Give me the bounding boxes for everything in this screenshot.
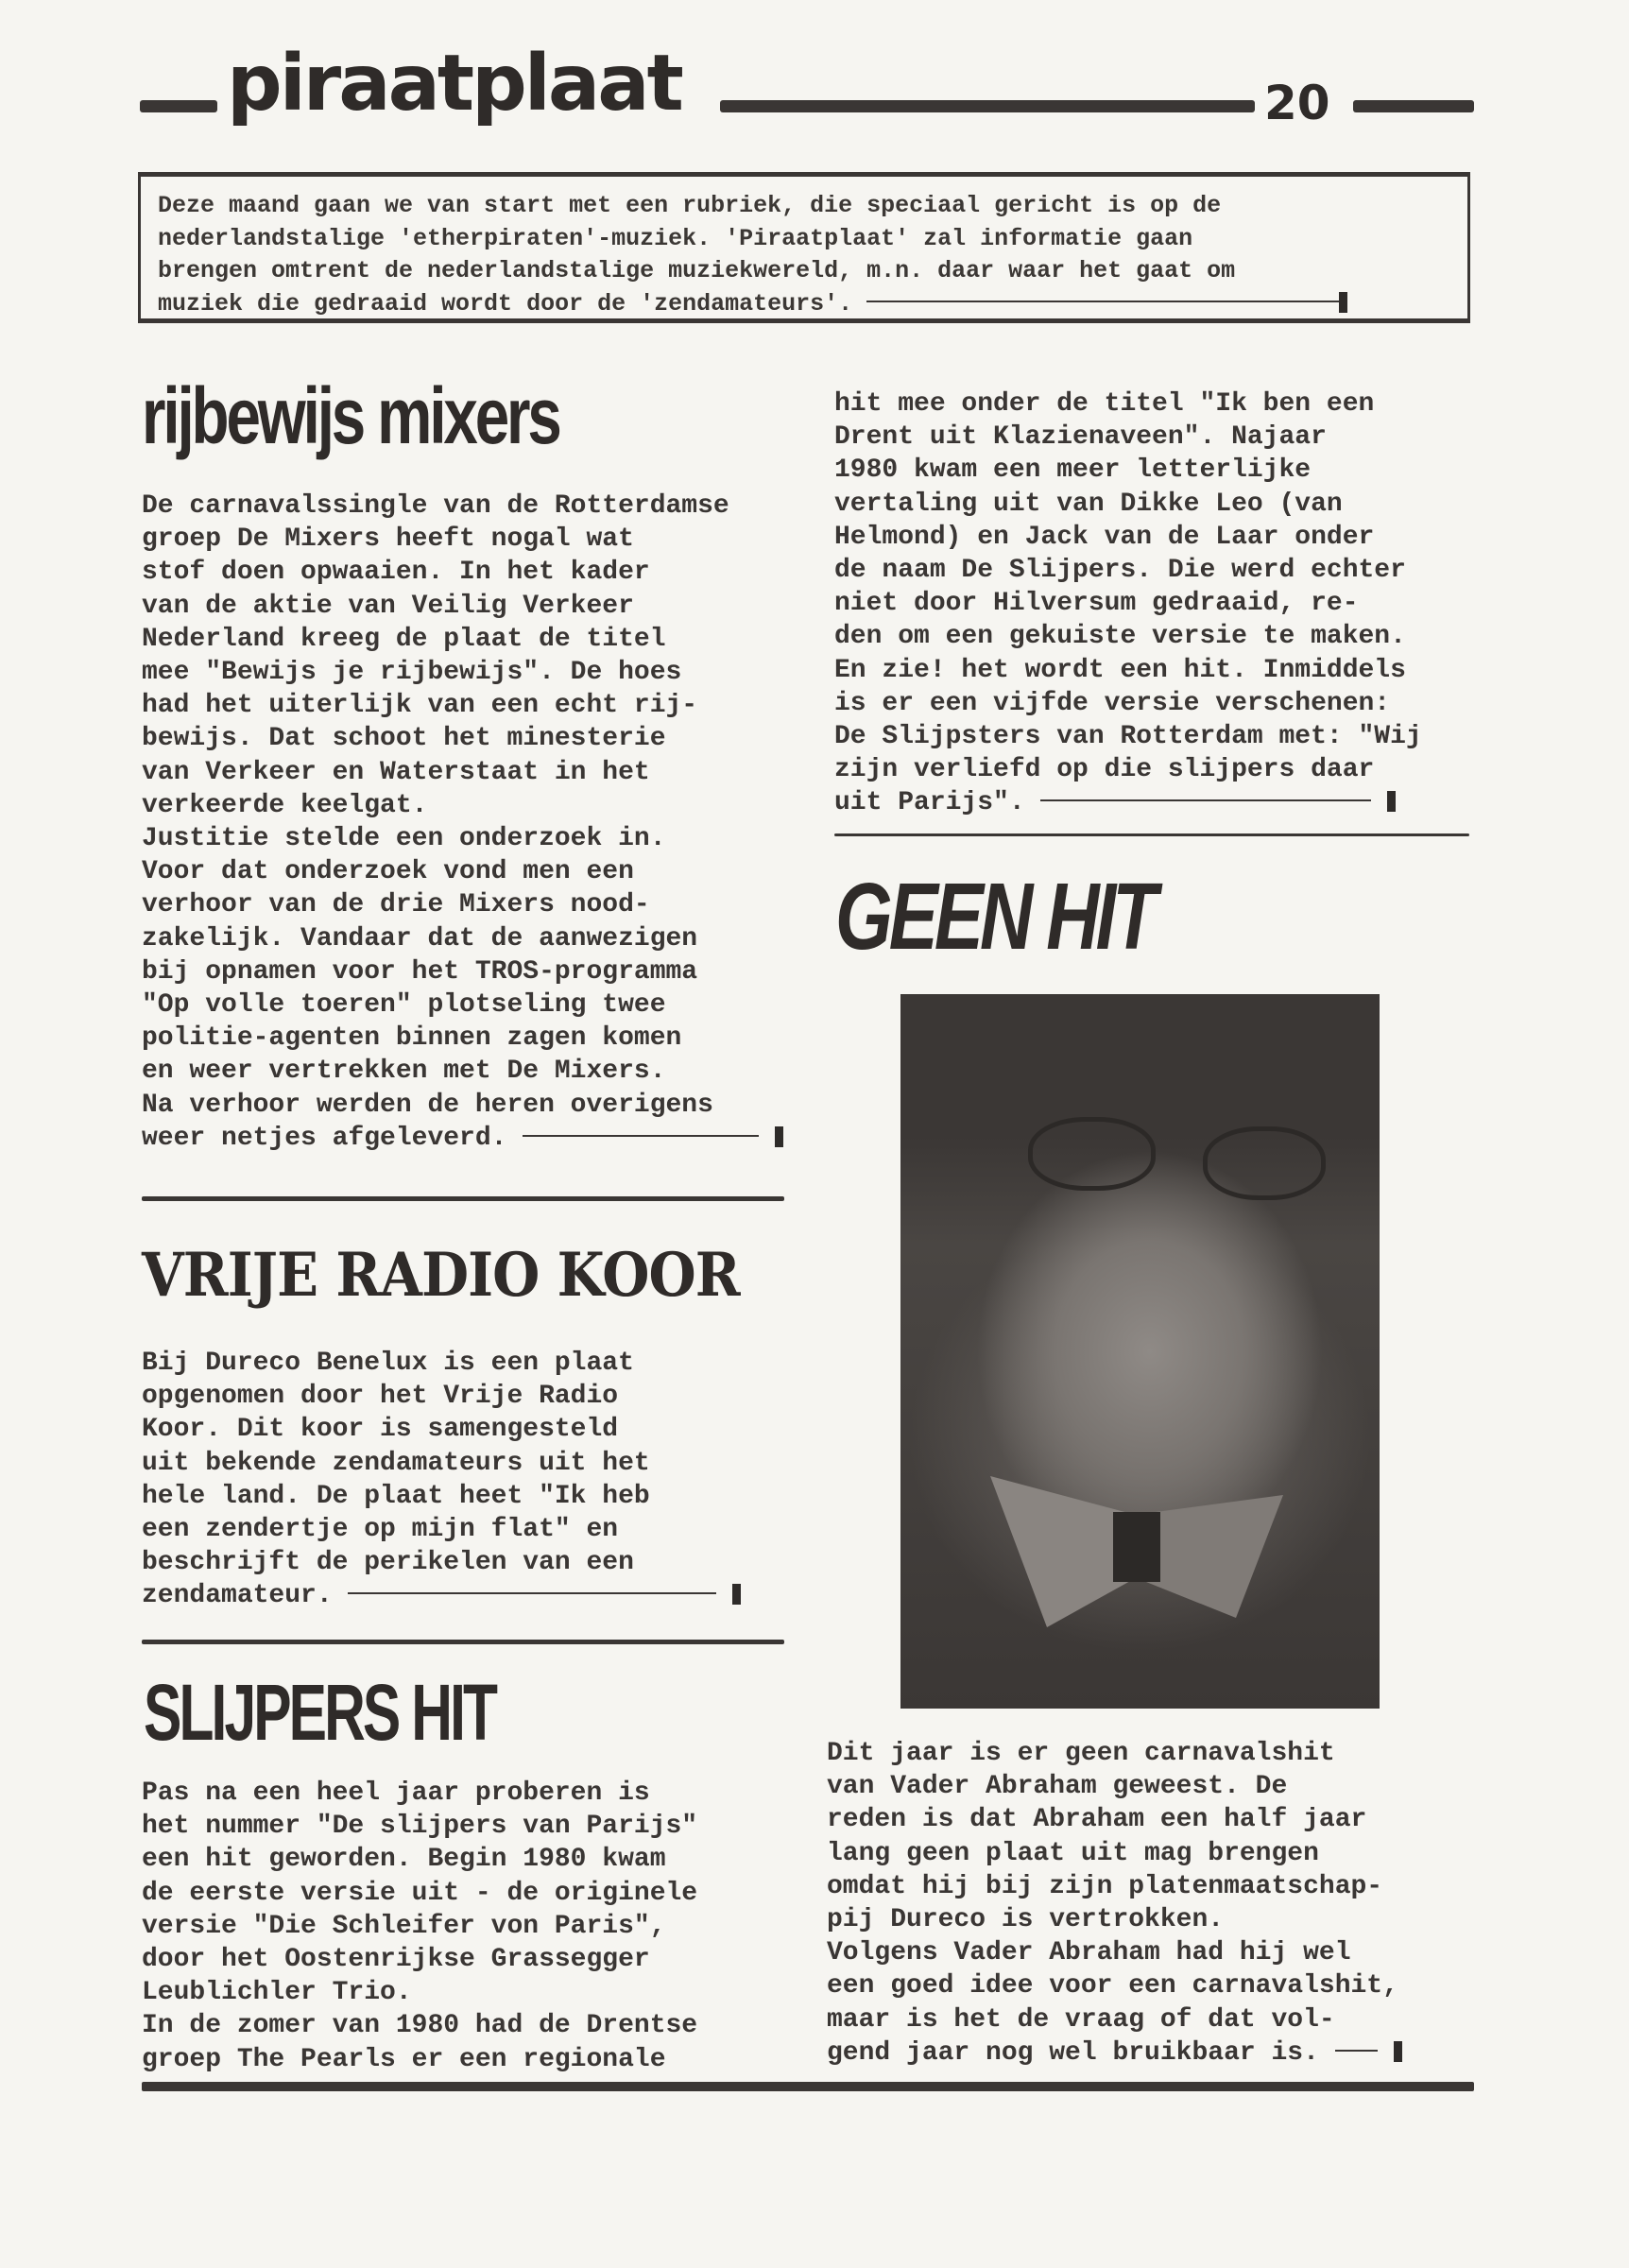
text-line: Voor dat onderzoek vond men een	[142, 857, 634, 887]
intro-line: Deze maand gaan we van start met een rubriek, die speciaal gericht is op de	[158, 192, 1222, 219]
text-line: zijn verliefd op die slijpers daar	[834, 755, 1375, 785]
text-line: bewijs. Dat schoot het minesterie	[142, 724, 666, 754]
text-line: In de zomer van 1980 had de Drentse	[142, 2011, 698, 2041]
text-line: Dit jaar is er geen carnavalshit	[827, 1739, 1335, 1768]
bow-tie	[990, 1476, 1283, 1627]
portrait-photo	[900, 994, 1380, 1709]
text-line: en weer vertrekken met De Mixers.	[142, 1057, 666, 1087]
text-line: een zendertje op mijn flat" en	[142, 1515, 619, 1545]
end-dash	[866, 301, 1339, 302]
text-line: omdat hij bij zijn platenmaatschap-	[827, 1871, 1383, 1901]
page-number: 20	[1264, 76, 1330, 130]
section-divider	[834, 833, 1469, 836]
header-rule-right	[1353, 100, 1474, 112]
article-title-rijbewijs-mixers: rijbewijs mixers	[142, 371, 559, 460]
text-line: Na verhoor werden de heren overigens	[142, 1090, 713, 1120]
text-line: hele land. De plaat heet "Ik heb	[142, 1481, 650, 1511]
text-line: Drent uit Klazienaveen". Najaar	[834, 422, 1327, 453]
header-rule-left	[140, 100, 217, 112]
end-of-article-mark	[732, 1584, 741, 1605]
text-line: 1980 kwam een meer letterlijke	[834, 455, 1312, 486]
glasses-left-lens	[1028, 1117, 1156, 1191]
article-title-geen-hit: GEEN HIT	[835, 864, 1155, 970]
article-body-geen-hit	[827, 1737, 1402, 2070]
text-line: zakelijk. Vandaar dat de aanwezigen	[142, 923, 698, 954]
text-line: het nummer "De slijpers van Parijs"	[142, 1812, 698, 1842]
text-line: van Vader Abraham geweest. De	[827, 1772, 1288, 1802]
text-line: weer netjes afgeleverd.	[142, 1123, 507, 1153]
text-line: zendamateur.	[142, 1581, 333, 1611]
section-divider	[142, 1196, 784, 1201]
text-line: verhoor van de drie Mixers nood-	[142, 890, 650, 920]
text-line: bij opnamen voor het TROS-programma	[142, 956, 698, 987]
article-body-slijpers-hit-left	[142, 1777, 697, 2076]
text-line: van de aktie van Veilig Verkeer	[142, 591, 634, 621]
text-line: beschrijft de perikelen van een	[142, 1548, 634, 1578]
article-body-vrije-radio-koor	[142, 1347, 741, 1613]
text-line: uit bekende zendamateurs uit het	[142, 1448, 650, 1478]
text-line: versie "Die Schleifer von Paris",	[142, 1911, 666, 1941]
text-line: Koor. Dit koor is samengesteld	[142, 1415, 619, 1445]
end-dash	[1040, 799, 1371, 801]
text-line: Leublichler Trio.	[142, 1978, 412, 2008]
end-of-article-mark	[1339, 292, 1347, 313]
text-line: Volgens Vader Abraham had hij wel	[827, 1938, 1351, 1968]
intro-box	[138, 172, 1470, 323]
text-line: uit Parijs".	[834, 788, 1025, 818]
text-line: Bij Dureco Benelux is een plaat	[142, 1349, 634, 1378]
text-line: niet door Hilversum gedraaid, re-	[834, 589, 1359, 619]
text-line: gend jaar nog wel bruikbaar is.	[827, 2037, 1319, 2068]
text-line: verkeerde keelgat.	[142, 790, 428, 820]
text-line: vertaling uit van Dikke Leo (van	[834, 489, 1343, 519]
text-line: de naam De Slijpers. Die werd echter	[834, 556, 1406, 586]
text-line: een goed idee voor een carnavalshit,	[827, 1971, 1398, 2002]
text-line: Justitie stelde een onderzoek in.	[142, 824, 666, 854]
end-of-article-mark	[775, 1126, 783, 1147]
text-line: stof doen opwaaien. In het kader	[142, 558, 650, 588]
text-line: politie-agenten binnen zagen komen	[142, 1023, 682, 1054]
text-line: door het Oostenrijkse Grassegger	[142, 1945, 650, 1975]
header-rule-middle	[720, 100, 1255, 112]
text-line: groep The Pearls er een regionale	[142, 2044, 666, 2074]
intro-line: nederlandstalige 'etherpiraten'-muziek. 'Piraatplaat' zal informatie gaan	[158, 224, 1193, 252]
text-line: opgenomen door het Vrije Radio	[142, 1382, 619, 1412]
text-line: Pas na een heel jaar proberen is	[142, 1778, 650, 1808]
text-line: De carnavalssingle van de Rotterdamse	[142, 491, 729, 521]
text-line: had het uiterlijk van een echt rij-	[142, 691, 698, 721]
text-line: is er een vijfde versie verschenen:	[834, 688, 1391, 718]
text-line: pij Dureco is vertrokken.	[827, 1905, 1225, 1935]
text-line: De Slijpsters van Rotterdam met: "Wij	[834, 722, 1422, 752]
text-line: Nederland kreeg de plaat de titel	[142, 624, 666, 654]
text-line: de eerste versie uit - de originele	[142, 1878, 698, 1908]
intro-text	[158, 190, 1462, 320]
end-of-article-mark	[1387, 791, 1396, 812]
text-line: hit mee onder de titel "Ik ben een	[834, 389, 1375, 419]
section-title: piraatplaat	[227, 39, 681, 129]
section-divider	[142, 1640, 784, 1644]
text-line: mee "Bewijs je rijbewijs". De hoes	[142, 658, 682, 688]
end-dash	[1335, 2050, 1378, 2052]
end-dash	[348, 1592, 716, 1594]
article-body-slijpers-hit-right	[834, 387, 1422, 820]
article-body-rijbewijs-mixers	[142, 490, 783, 1155]
text-line: een hit geworden. Begin 1980 kwam	[142, 1845, 666, 1875]
text-line: "Op volle toeren" plotseling twee	[142, 990, 666, 1021]
text-line: maar is het de vraag of dat vol-	[827, 2004, 1335, 2035]
end-of-article-mark	[1394, 2041, 1402, 2062]
article-title-vrije-radio-koor: VRIJE RADIO KOOR	[142, 1240, 740, 1311]
text-line: En zie! het wordt een hit. Inmiddels	[834, 655, 1406, 685]
article-title-slijpers-hit: SLIJPERS HIT	[144, 1668, 496, 1757]
bottom-rule	[142, 2082, 1474, 2091]
text-line: groep De Mixers heeft nogal wat	[142, 524, 634, 555]
text-line: reden is dat Abraham een half jaar	[827, 1805, 1367, 1835]
intro-line: brengen omtrent de nederlandstalige muziekwereld, m.n. daar waar het gaat om	[158, 257, 1236, 284]
text-line: den om een gekuiste versie te maken.	[834, 622, 1406, 652]
text-line: Helmond) en Jack van de Laar onder	[834, 522, 1375, 552]
text-line: lang geen plaat uit mag brengen	[827, 1838, 1319, 1868]
end-dash	[523, 1135, 759, 1137]
glasses-right-lens	[1203, 1126, 1326, 1200]
intro-line: muziek die gedraaid wordt door de 'zendamateurs'.	[158, 289, 853, 318]
text-line: van Verkeer en Waterstaat in het	[142, 757, 650, 787]
